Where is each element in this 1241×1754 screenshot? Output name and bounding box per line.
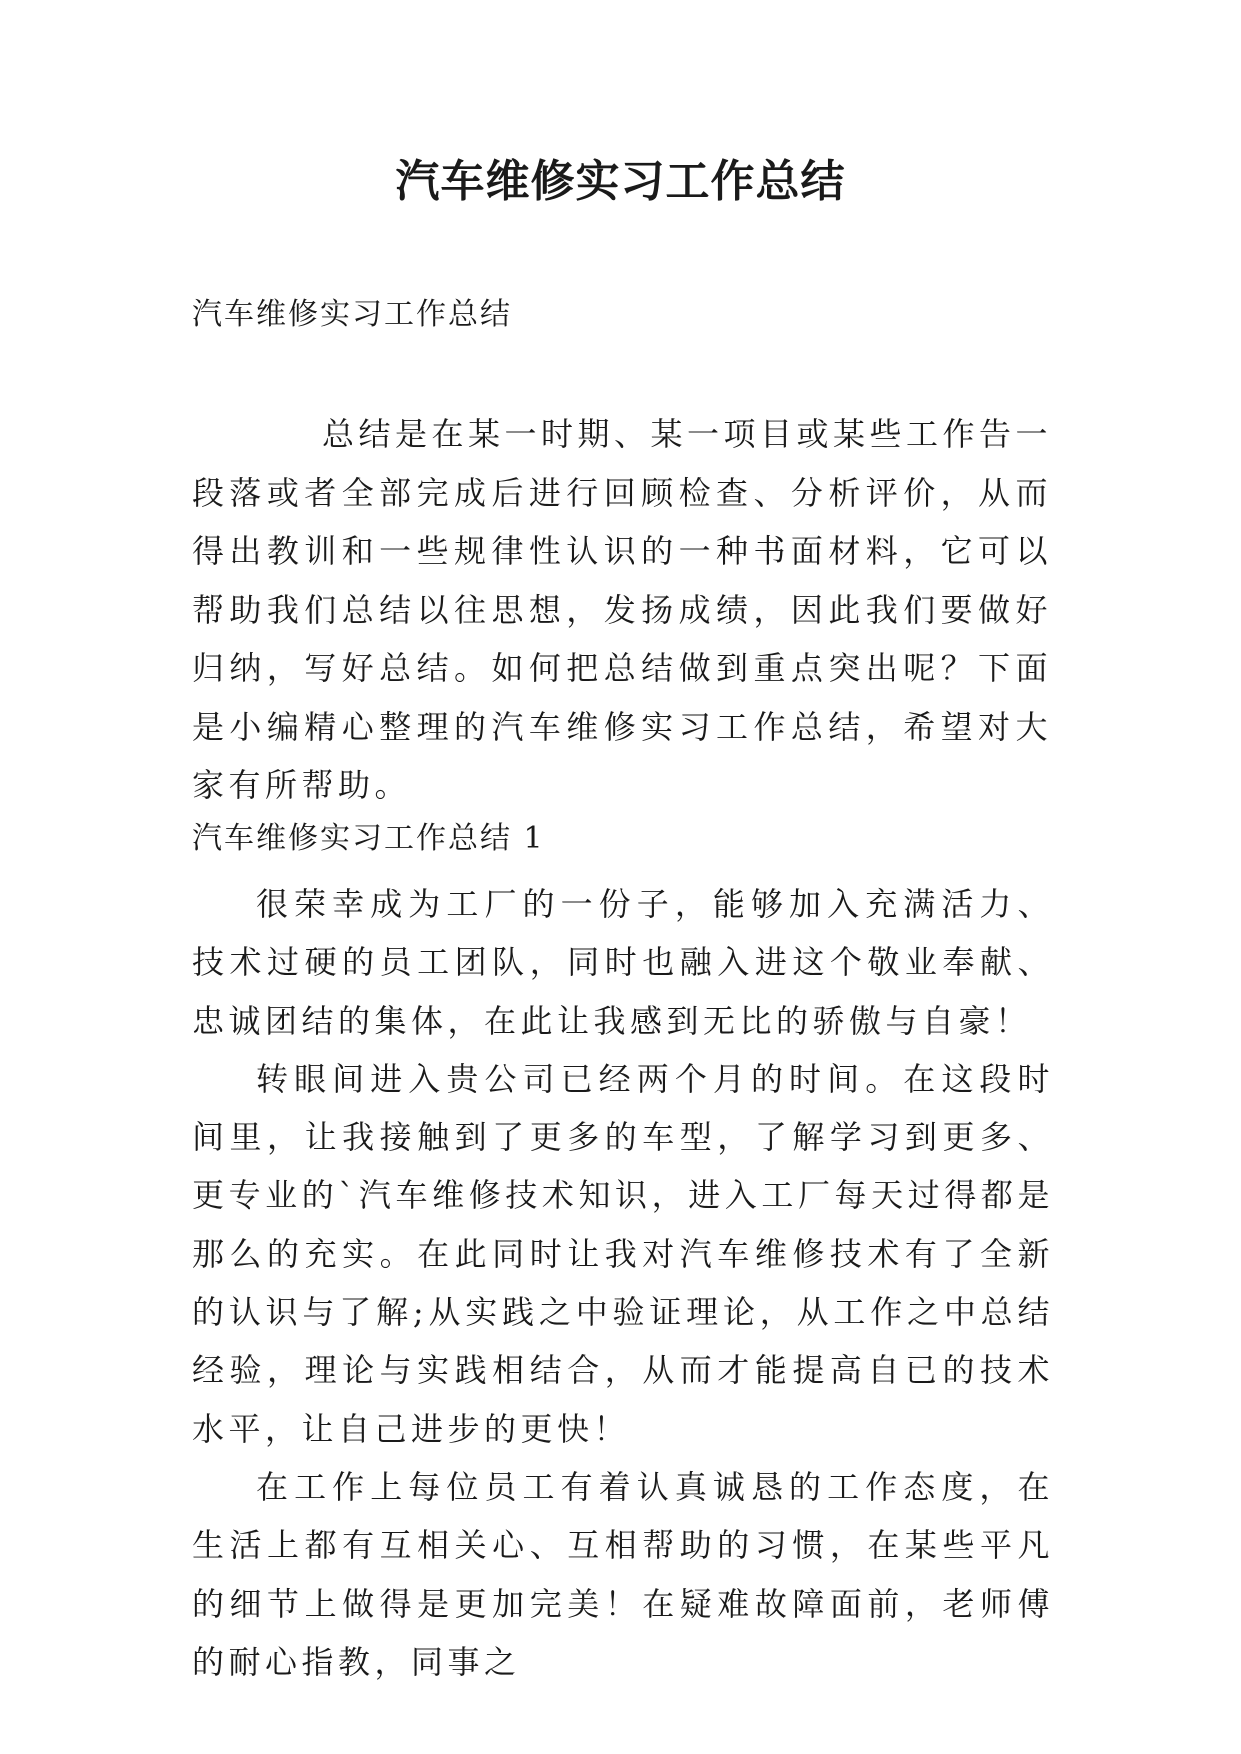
body-paragraph: 很荣幸成为工厂的一份子，能够加入充满活力、技术过硬的员工团队，同时也融入进这个敬业奉献、忠诚团结的集体，在此让我感到无比的骄傲与自豪！ (192, 885, 1054, 1040)
intro-paragraph: 总结是在某一时期、某一项目或某些工作告一段落或者全部完成后进行回顾检查、分析评价，从而得出教训和一些规律性认识的一种书面材料，它可以帮助我们总结以往思想，发扬成绩，因此我们要做好归纳，写好总结。如何把总结做到重点突出呢？下面是小编精心整理的汽车维修实习工作总结，希望对大家有所帮助。 (192, 415, 1053, 804)
body-paragraph: 在工作上每位员工有着认真诚恳的工作态度，在生活上都有互相关心、互相帮助的习惯，在某些平凡的细节上做得是更加完美！在疑难故障面前，老师傅的耐心指教，同事之 (192, 1467, 1054, 1681)
document-subtitle: 汽车维修实习工作总结 (192, 297, 512, 332)
document-title: 汽车维修实习工作总结 (395, 156, 846, 207)
section-heading: 汽车维修实习工作总结 1 (192, 821, 545, 856)
section-body (192, 875, 1054, 1691)
body-paragraph: 转眼间进入贵公司已经两个月的时间。在这段时间里，让我接触到了更多的车型，了解学习到更多、更专业的`汽车维修技术知识，进入工厂每天过得都是那么的充实。在此同时让我对汽车维修技术有了全新的认识与了解;从实践之中验证理论，从工作之中总结经验，理论与实践相结合，从而才能提高自已的技术水平，让自己进步的更快！ (192, 1059, 1054, 1448)
